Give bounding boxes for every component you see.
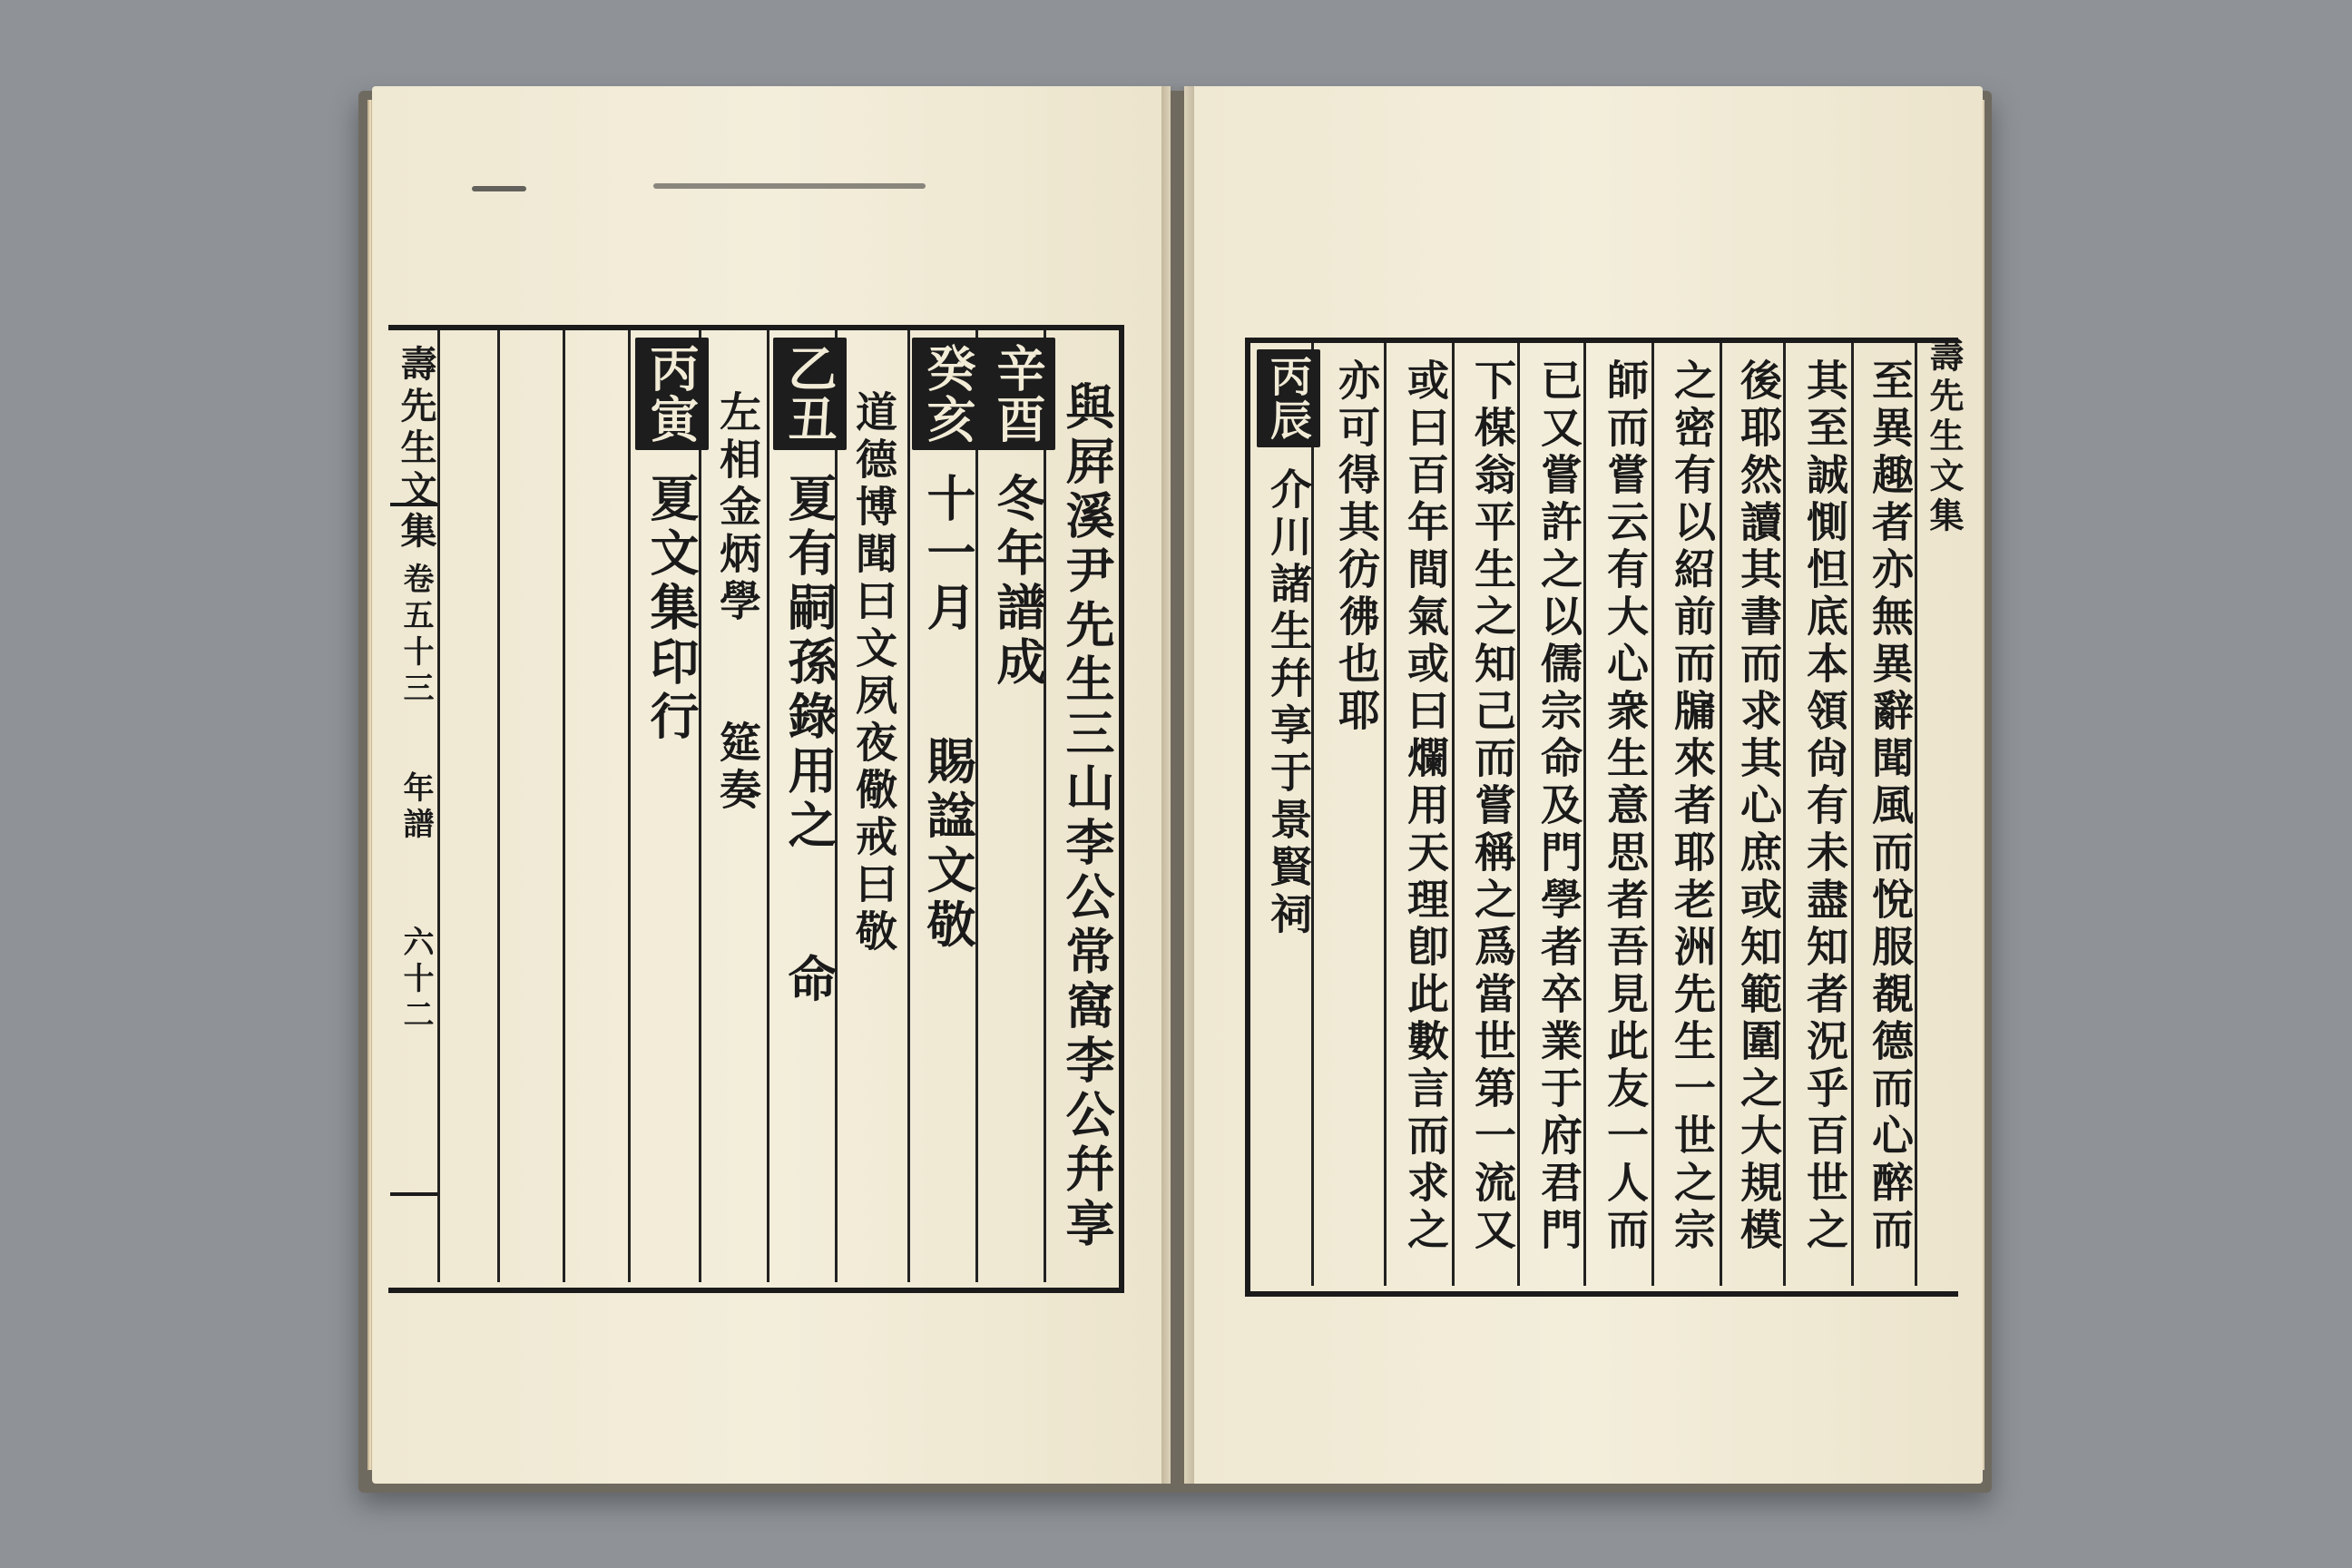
text-column xyxy=(912,338,985,953)
column-text: 冬年譜成 xyxy=(989,472,1047,691)
column-text-after: 賜諡文敬 xyxy=(919,735,977,954)
panxin-title: 壽先生文集 xyxy=(395,345,437,554)
column-rule xyxy=(497,330,500,1282)
column-text: 其至誠惻怛底本領尙有未盡知者況乎百世之 xyxy=(1800,358,1849,1255)
column-text: 夏文集印行 xyxy=(642,472,701,745)
text-column xyxy=(1529,358,1589,1255)
column-text: 十一月 xyxy=(919,472,977,636)
column-text: 已又嘗許之以儒宗命及門學者卒業于府君門 xyxy=(1534,358,1583,1255)
ink-smudge xyxy=(653,183,926,189)
text-column xyxy=(1053,381,1122,1252)
column-text: 後耶然讀其書而求其心庶或知範圍之大規模 xyxy=(1734,358,1783,1255)
panxin-section: 年譜 xyxy=(397,771,434,844)
column-text: 下楳翁平生之知己而嘗稱之爲當世第一流又 xyxy=(1468,358,1517,1255)
text-column xyxy=(844,390,904,956)
column-text: 或曰百年間氣或曰爛用天理卽此數言而求之 xyxy=(1401,358,1450,1255)
column-rule xyxy=(563,330,565,1282)
year-badge: 乙丑 xyxy=(773,338,847,450)
column-text: 左相金炳學 xyxy=(713,390,762,626)
year-badge: 癸亥 xyxy=(912,338,985,450)
text-column xyxy=(708,390,768,815)
text-column xyxy=(1463,358,1523,1255)
text-column xyxy=(1795,358,1855,1255)
column-text: 與屛溪尹先生三山李公常窩李公幷享 xyxy=(1058,381,1116,1252)
text-column xyxy=(635,338,709,745)
column-text: 亦可得其彷彿也耶 xyxy=(1332,358,1381,736)
right-panxin-fragment: 壽先生文集 xyxy=(1924,338,1965,537)
text-column xyxy=(1662,358,1722,1255)
year-badge: 丙寅 xyxy=(635,338,709,450)
column-text: 之密有以紹前而牖來者耶老洲先生一世之宗 xyxy=(1668,358,1717,1255)
column-rule xyxy=(907,330,910,1282)
text-column xyxy=(982,338,1055,691)
year-badge: 辛酉 xyxy=(982,338,1055,450)
column-text-after: 筵奏 xyxy=(713,720,762,816)
text-column xyxy=(1860,358,1920,1255)
book-gutter xyxy=(1161,86,1194,1484)
panxin-page-number: 六十二 xyxy=(397,926,434,1034)
text-column xyxy=(1729,358,1788,1255)
column-text-after: 命 xyxy=(780,953,838,1008)
column-text: 道德博聞曰文夙夜儆戒曰敬 xyxy=(849,390,898,956)
column-text: 師而嘗云有大心衆生意思者吾見此友一人而 xyxy=(1601,358,1650,1255)
column-rule xyxy=(628,330,631,1282)
column-text: 介川諸生幷享于景賢祠 xyxy=(1264,467,1313,940)
text-column xyxy=(1396,358,1455,1255)
text-column xyxy=(1257,349,1320,939)
text-column xyxy=(773,338,847,1007)
column-text: 至異趣者亦無異辭聞風而悅服覩德而心醉而 xyxy=(1866,358,1915,1255)
panxin-volume: 卷五十三 xyxy=(397,563,434,708)
year-badge: 丙辰 xyxy=(1257,349,1320,447)
ink-smudge xyxy=(472,186,526,191)
text-column xyxy=(1327,358,1387,736)
text-column xyxy=(1595,358,1655,1255)
column-text: 夏有嗣孫錄用之 xyxy=(780,472,838,854)
